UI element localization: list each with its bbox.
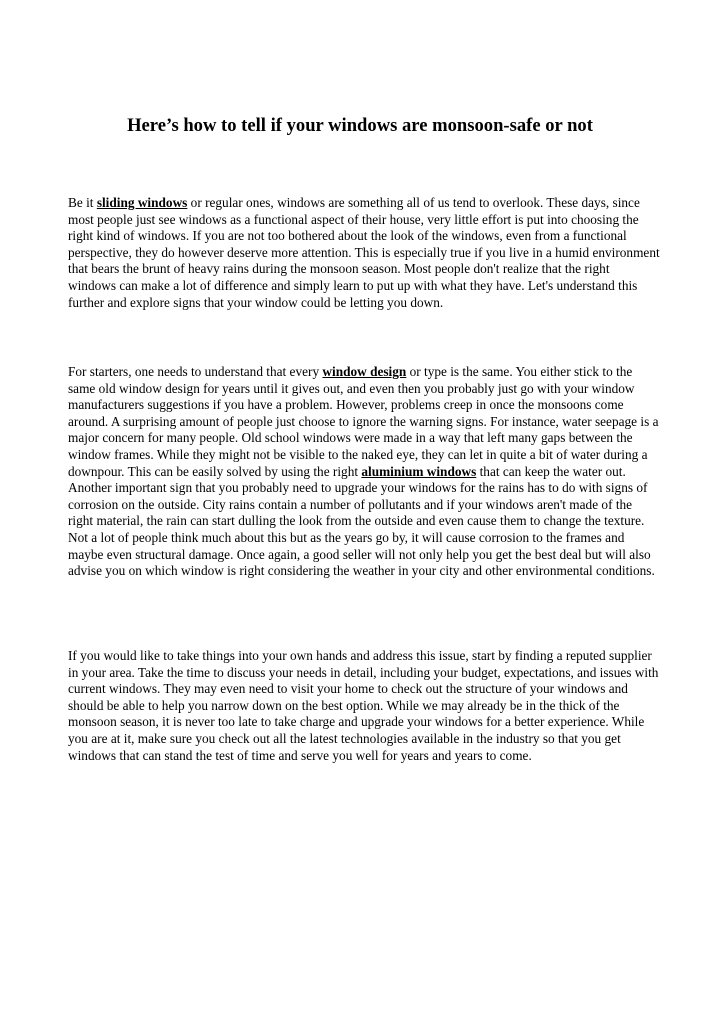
paragraph-2-text-end: that can keep the water out. Another important sign that you probably need to upgrade your windows for the rains has to do with signs of corrosion on the outside. City rains contain a number of pollutants and if your windows aren't made of the right material, the rain can start dulling the look from the outside and even cause them to change the texture. Not a lot of people think much about this but as the years go by, it will cause corrosion to the frames and maybe even structural damage. Once again, a good seller will not only help you get the best deal but will also advise you on which window is right considering the weather in your city and other environmental conditions. [68,463,655,579]
page-title: Here’s how to tell if your windows are monsoon-safe or not [127,115,593,136]
sliding-windows-link[interactable]: sliding windows [96,195,188,210]
paragraph-1-text-end: or regular ones, windows are something all of us tend to overlook. These days, since most people just see windows as a functional aspect of their house, very little effort is put into choosing the right kind of windows. If you are not too bothered about the look of the windows, even from a functional perspective, they do however deserve more attention. This is especially true if you live in a humid environment that bears the brunt of heavy rains during the monsoon season. Most people don't realize that the right windows can make a lot of difference and simply learn to put up with what they have. Let's understand this further and explore signs that your window could be letting you down. [68,195,660,310]
paragraph-3: If you would like to take things into your own hands and address this issue, start by finding a reputed supplier in your area. Take the time to discuss your needs in detail, including your budget, expectations, and issues with current windows. They may even need to visit your home to check out the structure of your windows and should be able to help you narrow down on the best option. While we may already be in the thick of the monsoon season, it is never too late to take charge and upgrade your windows for a better experience. While you are at it, make sure you check out all the latest technologies available in the industry so that you get windows that can stand the test of time and serve you well for years and years to come. [68,648,659,763]
paragraph-1-text-start: Be it [68,195,97,210]
paragraph-2 [68,364,660,580]
aluminium-windows-link[interactable]: aluminium windows [361,463,477,479]
paragraph-2-text-middle: or type is the same. You either stick to the same old window design for years until it gives out, and even then you probably just go with your window manufacturers suggestions if you have a problem. However, problems creep in once the monsoons come around. A surprising amount of people just choose to ignore the warning signs. For instance, water seepage is a major concern for many people. Old school windows were made in a way that left many gaps between the window frames. While they might not be visible to the naked eye, they can let in quite a bit of water during a downpour. This can be easily solved by using the right [68,364,659,479]
window-design-link[interactable]: window design [322,364,407,379]
paragraph-2-text-start: For starters, one needs to understand that every [68,364,323,379]
paragraph-1 [68,195,660,311]
